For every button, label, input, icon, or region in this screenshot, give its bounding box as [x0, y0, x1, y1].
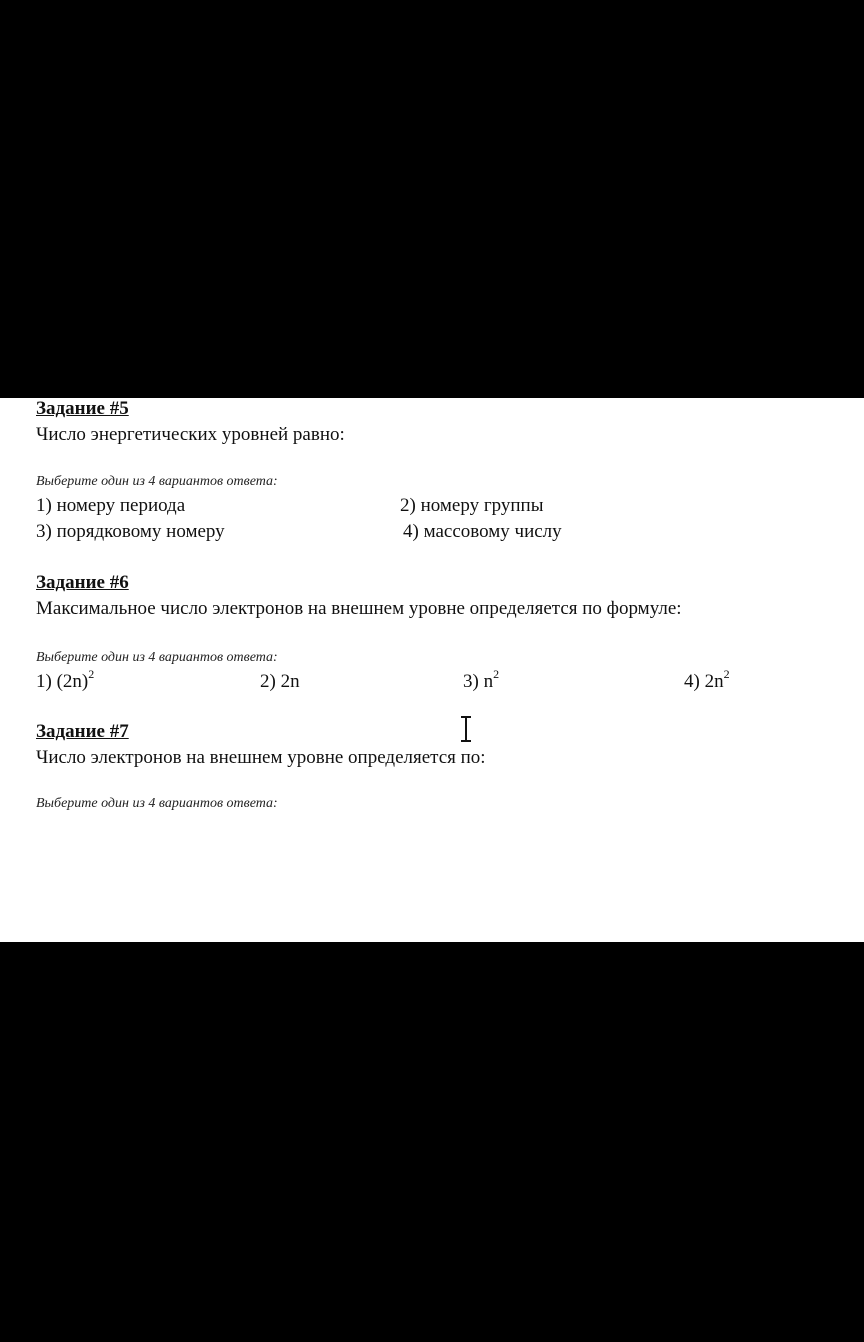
- letterbox-bottom: [0, 942, 864, 1342]
- task-5-instruction: Выберите один из 4 вариантов ответа:: [36, 474, 278, 489]
- task-6-instruction: Выберите один из 4 вариантов ответа:: [36, 650, 278, 665]
- text-cursor-icon: [459, 716, 473, 742]
- letterbox-top: [0, 0, 864, 398]
- task-7-question: Число электронов на внешнем уровне определяется по:: [36, 747, 486, 768]
- option-number: 4): [403, 521, 419, 542]
- option-formula: 2n: [280, 671, 300, 692]
- option-formula: (2n): [56, 671, 89, 692]
- option-exponent: 2: [88, 666, 95, 681]
- option-number: 2): [260, 671, 276, 692]
- task-5-question: Число энергетических уровней равно:: [36, 424, 345, 445]
- document-page: [0, 398, 864, 942]
- option-formula: 2n: [704, 671, 724, 692]
- option-number: 1): [36, 671, 52, 692]
- option-text: массовому числу: [423, 521, 562, 542]
- task-5-option-1[interactable]: [36, 495, 185, 517]
- option-number: 1): [36, 495, 52, 516]
- task-6-option-4[interactable]: [684, 666, 730, 693]
- task-6-option-3[interactable]: [463, 666, 500, 693]
- task-5-title: Задание #5: [36, 398, 129, 419]
- option-number: 3): [36, 521, 52, 542]
- task-7-title: Задание #7: [36, 721, 129, 742]
- task-6-title: Задание #6: [36, 572, 129, 593]
- task-6-option-2[interactable]: [260, 671, 300, 693]
- option-formula: n: [483, 671, 494, 692]
- task-6-question: Максимальное число электронов на внешнем уровне определяется по формуле:: [36, 598, 682, 619]
- task-6-option-1[interactable]: [36, 666, 95, 693]
- task-5-option-3[interactable]: [36, 521, 225, 543]
- option-exponent: 2: [723, 666, 730, 681]
- option-number: 4): [684, 671, 700, 692]
- option-number: 2): [400, 495, 416, 516]
- task-5-option-2[interactable]: [400, 495, 543, 517]
- option-text: порядковому номеру: [56, 521, 225, 542]
- option-text: номеру периода: [56, 495, 186, 516]
- option-exponent: 2: [493, 666, 500, 681]
- option-number: 3): [463, 671, 479, 692]
- task-7-instruction: Выберите один из 4 вариантов ответа:: [36, 796, 278, 811]
- task-5-option-4[interactable]: [403, 521, 562, 543]
- option-text: номеру группы: [420, 495, 544, 516]
